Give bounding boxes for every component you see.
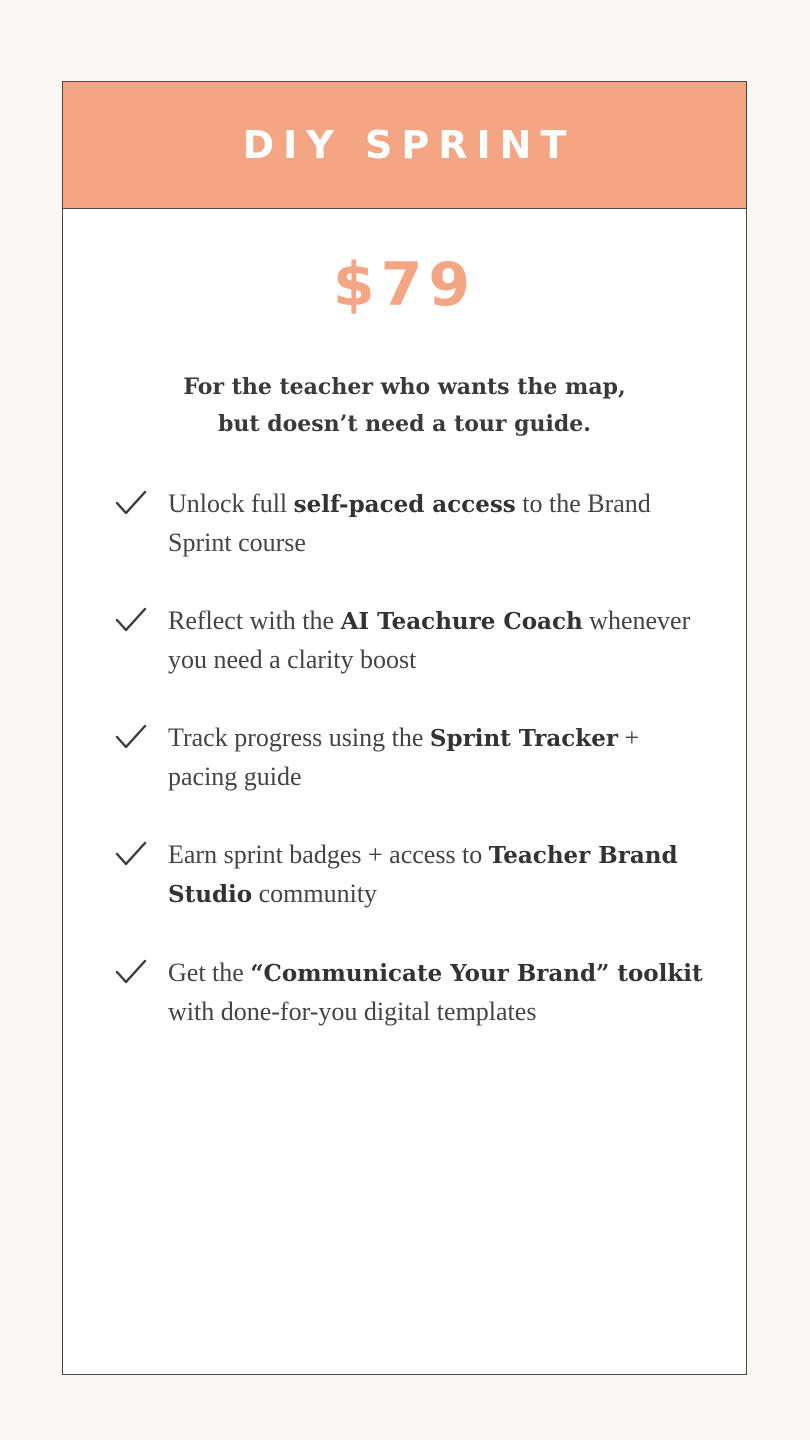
feature-item	[115, 719, 746, 796]
price: $79	[332, 250, 477, 320]
feature-text	[168, 954, 708, 1031]
feature-item	[115, 602, 746, 679]
tagline	[63, 369, 746, 443]
card-header	[63, 82, 746, 209]
tagline-line: For the teacher who wants the map,	[183, 374, 626, 400]
feature-text	[168, 719, 708, 796]
feature-text-bold: AI Teachure Coach	[340, 608, 583, 635]
feature-text-pre: Track progress using the	[168, 723, 430, 752]
feature-text-pre: Unlock full	[168, 489, 294, 518]
checkmark-icon	[115, 958, 147, 986]
feature-text-post: with done-for-you digital templates	[168, 997, 537, 1026]
feature-text-bold: Sprint Tracker	[429, 725, 618, 752]
feature-text-pre: Earn sprint badges + access to	[168, 840, 489, 869]
checkmark-icon	[115, 723, 147, 751]
feature-item	[115, 954, 746, 1031]
feature-text-bold: “Communicate Your Brand” toolkit	[250, 960, 703, 987]
feature-text-post: + pacing guide	[168, 723, 640, 791]
pricing-card	[62, 81, 747, 1375]
feature-text-post: to the Brand Sprint course	[168, 489, 651, 557]
feature-list	[63, 485, 746, 1031]
feature-text-post: whenever you need a clarity boost	[168, 606, 691, 674]
card-title: DIY SPRINT	[242, 123, 576, 167]
checkmark-icon	[115, 489, 147, 517]
feature-text	[168, 485, 708, 562]
feature-text-bold: self-paced access	[293, 491, 516, 518]
feature-text	[168, 836, 708, 914]
feature-text-bold: Teacher Brand Studio	[168, 842, 678, 908]
checkmark-icon	[115, 840, 147, 868]
feature-text-pre: Reflect with the	[168, 606, 341, 635]
tagline-line: but doesn’t need a tour guide.	[218, 411, 591, 437]
checkmark-icon	[115, 606, 147, 634]
feature-text-post: community	[252, 879, 378, 908]
feature-text-pre: Get the	[168, 958, 251, 987]
feature-item	[115, 485, 746, 562]
feature-text	[168, 602, 708, 679]
feature-item	[115, 836, 746, 914]
